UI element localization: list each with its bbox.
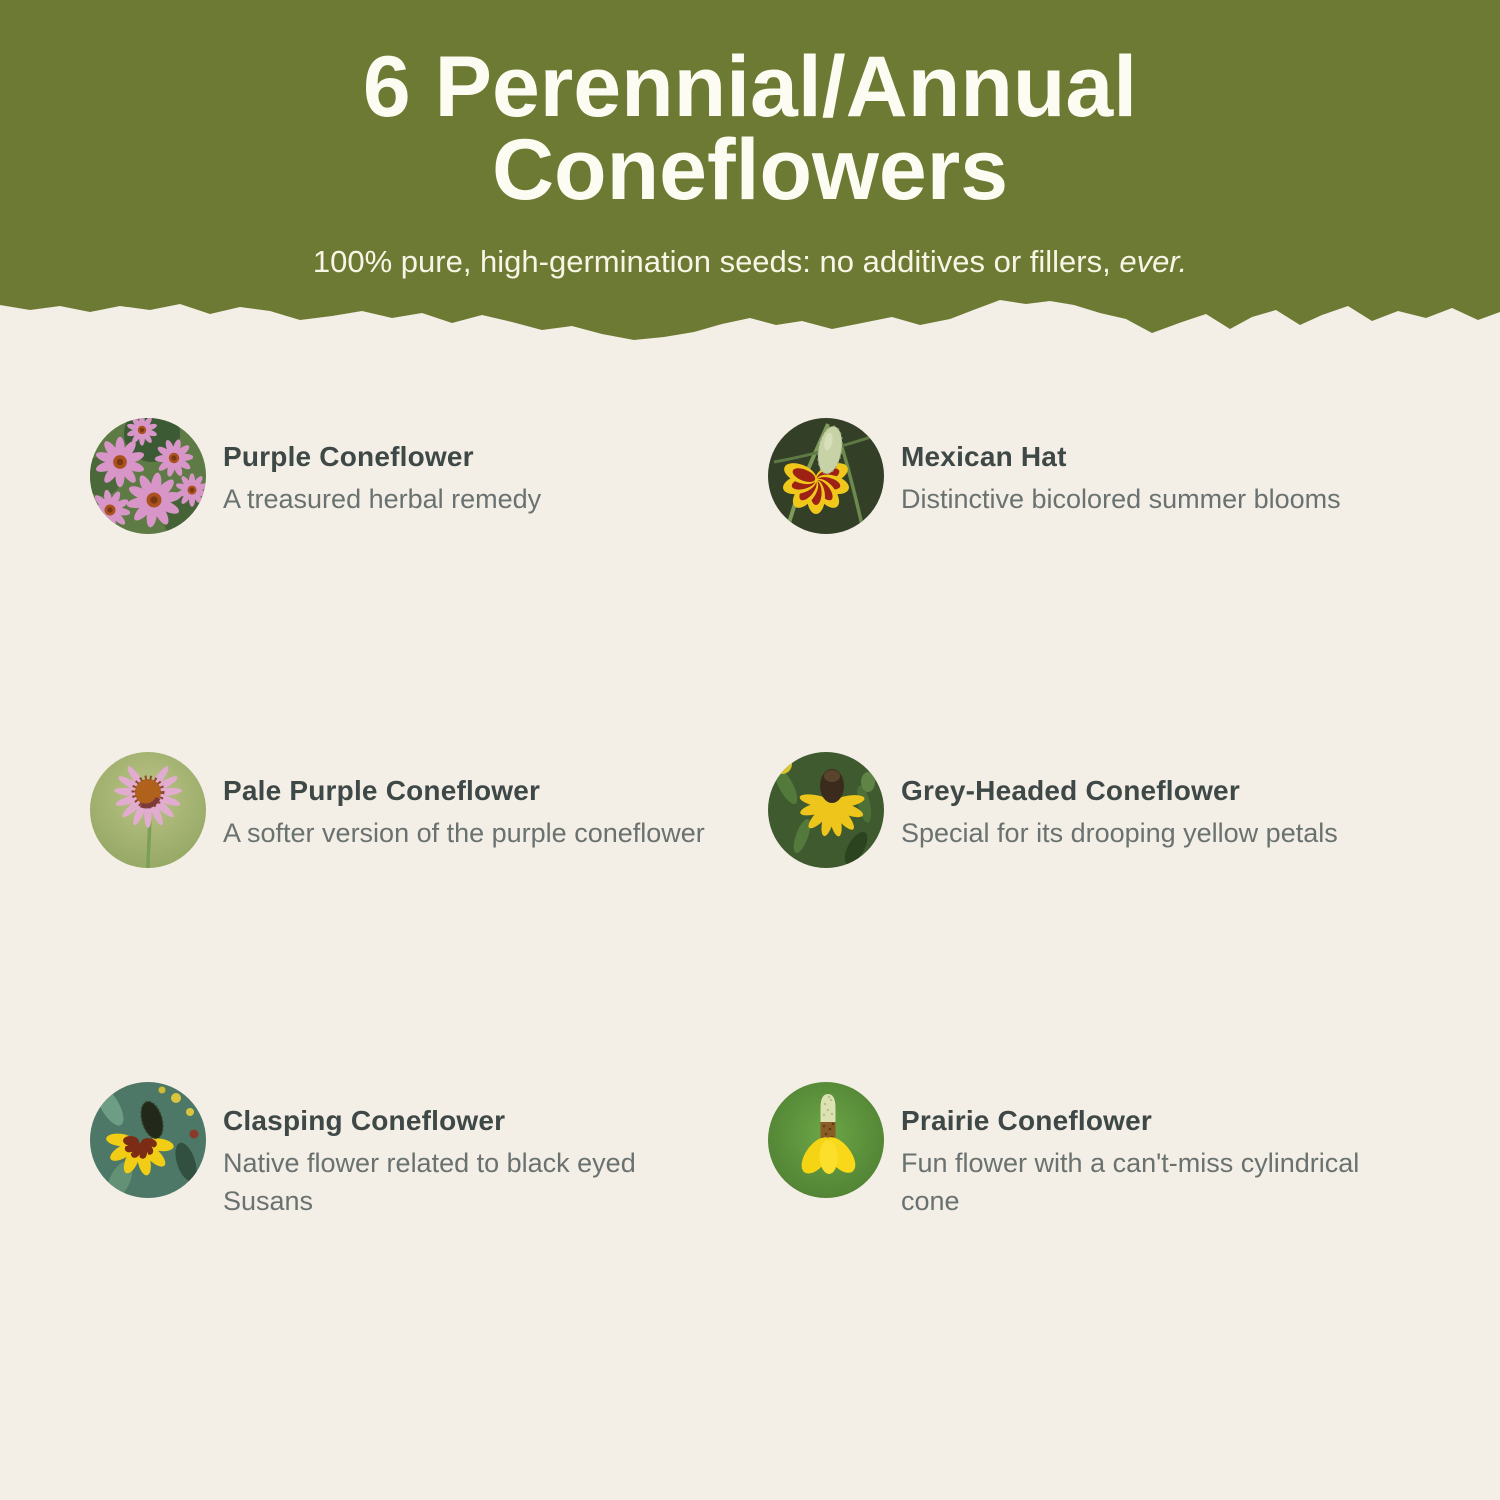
page-title-line2: Coneflowers [491,122,1009,219]
item-description: Fun flower with a can't-miss cylindrical cone [901,1148,1360,1216]
prairie-coneflower-photo [768,1082,884,1198]
item-text [223,1082,723,1221]
item-title: Prairie Coneflower [901,1105,1153,1136]
item-description: Native flower related to black eyed Susans [223,1148,636,1216]
page-subtitle-text: 100% pure, high-germination seeds: no additives or fillers, [312,244,1120,279]
item-description: A softer version of the purple coneflower [223,818,705,848]
item-title: Mexican Hat [901,441,1067,472]
torn-paper-edge [0,296,1500,344]
item-text [223,418,541,534]
item-text [901,418,1341,534]
item-title: Grey-Headed Coneflower [901,775,1240,806]
pale-purple-coneflower-photo [90,752,206,868]
list-item-prairie-coneflower [768,1082,1425,1221]
list-item-clasping-coneflower [90,1082,723,1221]
item-description: Distinctive bicolored summer blooms [901,484,1341,514]
grey-headed-coneflower-photo [768,752,884,868]
item-text [901,1082,1425,1221]
item-title: Pale Purple Coneflower [223,775,541,806]
purple-coneflower-photo [90,418,206,534]
item-text [223,752,705,868]
clasping-coneflower-photo [90,1082,206,1198]
list-item-purple-coneflower [90,418,541,534]
list-item-grey-headed-coneflower [768,752,1338,868]
page-subtitle [0,244,1500,280]
page-title [0,39,1500,219]
item-title: Purple Coneflower [223,441,474,472]
page-title-line1: 6 Perennial/Annual [362,39,1138,135]
list-item-pale-purple-coneflower [90,752,705,868]
list-item-mexican-hat [768,418,1341,534]
page-subtitle-emphasis: ever. [1119,244,1188,279]
item-description: A treasured herbal remedy [223,484,542,514]
item-title: Clasping Coneflower [223,1105,506,1136]
item-text [901,752,1338,868]
item-description: Special for its drooping yellow petals [901,818,1338,848]
mexican-hat-photo [768,418,884,534]
